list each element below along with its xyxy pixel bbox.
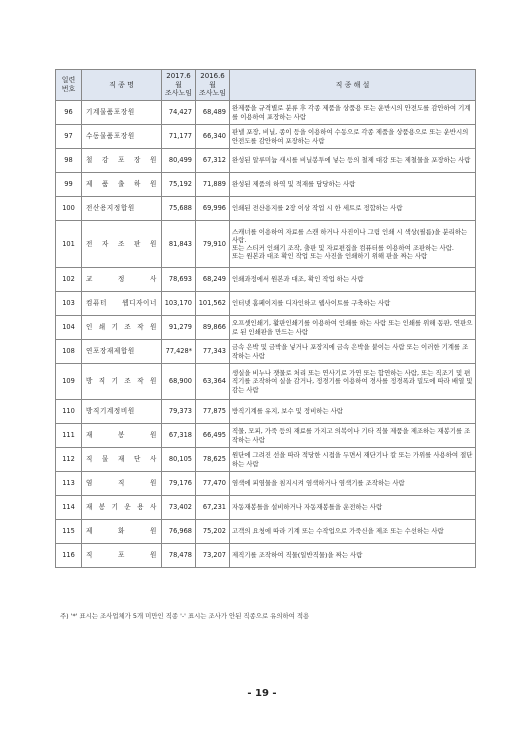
serial-no-cell: 112 (56, 448, 82, 472)
job-description-cell: 염색에 피염물을 침지시켜 염색하거나 염색기를 조작하는 사람 (230, 472, 476, 496)
job-name-cell: 염 직 원 (82, 472, 162, 496)
wage-2016-cell: 68,249 (196, 268, 230, 292)
job-description-cell: 스캐너를 이용하여 자료를 스캔 하거나 사진이나 그림 인쇄 시 색상(필름)을 분리하는 사람. 또는 스티커 인쇄기 조작, 출판 및 자료편집을 컴퓨터를 이용하여 조판하는 사람. 또는 원본과 대조 확인 작업 또는 사진을 인쇄하기 위해 판을 짜는 사람 (230, 221, 476, 268)
job-description-cell: 원단에 그려진 선을 따라 적당한 시접을 두면서 재단기나 칼 또는 가위를 사용하여 절단하는 사람 (230, 448, 476, 472)
serial-no-cell: 114 (56, 496, 82, 520)
wage-2016-cell: 66,340 (196, 125, 230, 149)
job-description-cell: 인터넷 홈페이지를 디자인하고 웹사이트를 구축하는 사람 (230, 292, 476, 316)
wage-2017-cell: 81,843 (162, 221, 196, 268)
job-name-cell: 방직기계정비원 (82, 400, 162, 424)
wage-2017-cell: 80,499 (162, 149, 196, 173)
table-row (56, 424, 476, 448)
job-description-cell: 제직기를 조작하여 직물(일반직물)을 짜는 사람 (230, 544, 476, 568)
wage-2016-cell: 77,470 (196, 472, 230, 496)
table-row (56, 472, 476, 496)
job-name-cell: 직 포 원 (82, 544, 162, 568)
table-row (56, 149, 476, 173)
wage-2016-cell: 89,866 (196, 316, 230, 340)
page-number: - 19 - (247, 688, 277, 699)
job-description-cell: 완성된 알루미늄 새시를 비닐봉투에 넣는 등의 철제 대강 또는 제철물을 포장하는 사람 (230, 149, 476, 173)
header-job-name: 직 종 명 (82, 70, 162, 101)
table-row (56, 448, 476, 472)
table-header (56, 70, 476, 101)
wage-2016-cell: 101,562 (196, 292, 230, 316)
wage-2017-cell: 71,177 (162, 125, 196, 149)
wage-2016-cell: 67,231 (196, 496, 230, 520)
serial-no-cell: 97 (56, 125, 82, 149)
job-description-cell: 금속 은박 및 금박을 넣거나 포장지에 금속 은박을 붙이는 사람 또는 이러한 기계를 조작하는 사람 (230, 340, 476, 364)
serial-no-cell: 103 (56, 292, 82, 316)
job-description-cell: 오프셋인쇄기, 활판인쇄기를 이용하여 인쇄를 하는 사람 또는 인쇄를 위해 동판, 연판으로 된 인쇄판을 만드는 사람 (230, 316, 476, 340)
job-wage-table (55, 69, 476, 568)
serial-no-cell: 116 (56, 544, 82, 568)
job-description-cell: 직물, 모피, 가죽 등의 재료를 가지고 의복이나 기타 직물 제품을 제조하는 재봉기를 조작하는 사람 (230, 424, 476, 448)
wage-2016-cell: 68,489 (196, 101, 230, 125)
serial-no-cell: 98 (56, 149, 82, 173)
wage-2017-cell: 78,478 (162, 544, 196, 568)
job-name-cell: 제 품 출 하 원 (82, 173, 162, 197)
table-row (56, 340, 476, 364)
table-row (56, 400, 476, 424)
wage-2016-cell: 69,996 (196, 197, 230, 221)
header-wage-2017: 2017.6월 조사노임 (162, 70, 196, 101)
wage-2016-cell: 77,343 (196, 340, 230, 364)
table-body (56, 101, 476, 568)
header-job-description: 직 종 해 설 (230, 70, 476, 101)
table-row (56, 268, 476, 292)
wage-2016-cell: 75,202 (196, 520, 230, 544)
job-name-cell: 재 봉 원 (82, 424, 162, 448)
job-name-cell: 철 강 포 장 원 (82, 149, 162, 173)
wage-2017-cell: 74,427 (162, 101, 196, 125)
wage-2017-cell: 75,192 (162, 173, 196, 197)
table-row (56, 125, 476, 149)
wage-2016-cell: 73,207 (196, 544, 230, 568)
footnote: 주) '*' 표시는 조사업체가 5개 미만인 직종 '-' 표시는 조사가 안된 직종으로 유의하여 적용 (60, 612, 310, 620)
table-row (56, 101, 476, 125)
job-name-cell: 인 쇄 기 조 작 원 (82, 316, 162, 340)
header-serial-no: 일련 번호 (56, 70, 82, 101)
job-name-cell: 방 직 기 조 작 원 (82, 364, 162, 400)
serial-no-cell: 102 (56, 268, 82, 292)
job-description-cell: 판넬 포장, 비닐, 종이 등을 이용하여 수동으로 각종 제품을 상품용으로 또는 운반시의 안전도를 감안하여 포장하는 사람 (230, 125, 476, 149)
wage-2016-cell: 71,889 (196, 173, 230, 197)
wage-2017-cell: 77,428* (162, 340, 196, 364)
table-row (56, 520, 476, 544)
job-name-cell: 직 물 재 단 사 (82, 448, 162, 472)
wage-2016-cell: 79,910 (196, 221, 230, 268)
wage-2016-cell: 63,364 (196, 364, 230, 400)
wage-2017-cell: 67,318 (162, 424, 196, 448)
serial-no-cell: 104 (56, 316, 82, 340)
serial-no-cell: 100 (56, 197, 82, 221)
table-row (56, 221, 476, 268)
wage-2016-cell: 67,312 (196, 149, 230, 173)
job-name-cell: 기계물품포장원 (82, 101, 162, 125)
wage-2017-cell: 91,279 (162, 316, 196, 340)
wage-2016-cell: 77,875 (196, 400, 230, 424)
table-row (56, 364, 476, 400)
header-wage-2016: 2016.6월 조사노임 (196, 70, 230, 101)
serial-no-cell: 99 (56, 173, 82, 197)
wage-2016-cell: 66,495 (196, 424, 230, 448)
table-row (56, 197, 476, 221)
job-description-cell: 완제품을 규격별로 분류 후 각종 제품을 상품용 또는 운반시의 안전도를 감안하여 기계를 이용하여 포장하는 사람 (230, 101, 476, 125)
wage-2017-cell: 79,176 (162, 472, 196, 496)
table-row (56, 292, 476, 316)
job-name-cell: 연포장재제합원 (82, 340, 162, 364)
job-description-cell: 완성된 제품의 하역 및 적재를 담당하는 사람 (230, 173, 476, 197)
wage-2016-cell: 78,625 (196, 448, 230, 472)
wage-2017-cell: 80,105 (162, 448, 196, 472)
serial-no-cell: 109 (56, 364, 82, 400)
job-description-cell: 자동재봉틀을 설비하거나 자동재봉틀을 운전하는 사람 (230, 496, 476, 520)
wage-2017-cell: 68,900 (162, 364, 196, 400)
serial-no-cell: 96 (56, 101, 82, 125)
serial-no-cell: 108 (56, 340, 82, 364)
job-description-cell: 생실을 비누나 잿물로 처리 또는 연사기로 가연 또는 합연하는 사람, 또는 직조기 및 편직기를 조작하여 실을 감거나, 정경기를 이용하여 경사를 정경폭과 밀도에 따라 배열 및 감는 사람 (230, 364, 476, 400)
job-name-cell: 제 화 원 (82, 520, 162, 544)
job-name-cell: 컴퓨터 웹디자이너 (82, 292, 162, 316)
table-row (56, 316, 476, 340)
job-name-cell: 재 봉 기 운 용 사 (82, 496, 162, 520)
serial-no-cell: 113 (56, 472, 82, 496)
wage-2017-cell: 73,402 (162, 496, 196, 520)
job-name-cell: 수동물품포장원 (82, 125, 162, 149)
wage-2017-cell: 75,688 (162, 197, 196, 221)
serial-no-cell: 101 (56, 221, 82, 268)
job-description-cell: 인쇄된 전산용지를 2장 이상 작업 시 한 세트로 정합하는 사람 (230, 197, 476, 221)
job-description-cell: 방직기계를 유지, 보수 및 정비하는 사람 (230, 400, 476, 424)
table-row (56, 544, 476, 568)
serial-no-cell: 111 (56, 424, 82, 448)
job-name-cell: 전산용지정합원 (82, 197, 162, 221)
table-row (56, 173, 476, 197)
wage-2017-cell: 103,170 (162, 292, 196, 316)
wage-2017-cell: 76,968 (162, 520, 196, 544)
serial-no-cell: 115 (56, 520, 82, 544)
wage-2017-cell: 78,693 (162, 268, 196, 292)
job-name-cell: 전 자 조 판 원 (82, 221, 162, 268)
wage-2017-cell: 79,373 (162, 400, 196, 424)
table-row (56, 496, 476, 520)
job-description-cell: 고객의 요청에 따라 기계 또는 수작업으로 가죽신을 제조 또는 수선하는 사람 (230, 520, 476, 544)
job-description-cell: 인쇄과정에서 원본과 대조, 확인 작업 하는 사람 (230, 268, 476, 292)
serial-no-cell: 110 (56, 400, 82, 424)
job-name-cell: 교 정 사 (82, 268, 162, 292)
